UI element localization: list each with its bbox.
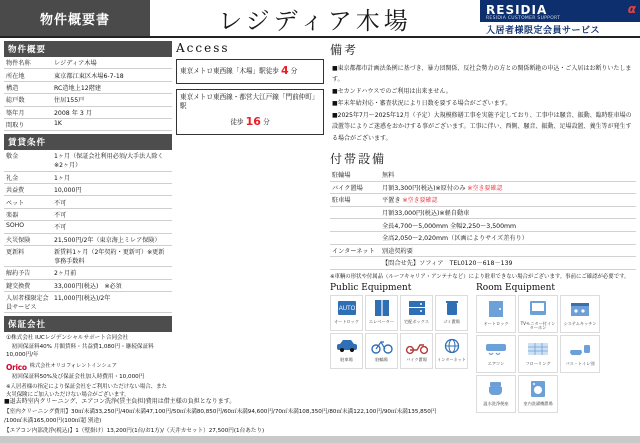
row-value: 別途契約要: [380, 244, 636, 257]
orico-row: [6, 362, 170, 373]
table-row: [4, 184, 172, 196]
guarantee-body: [4, 332, 172, 399]
row-value-text: 無料: [382, 172, 395, 180]
svg-text:AUTO: AUTO: [338, 306, 355, 312]
row-value: 月額33,000円(税込)※軽自動車: [380, 206, 636, 219]
room-equipment-section: [476, 283, 636, 413]
row-key: 礼金: [4, 171, 52, 183]
table-row: [4, 57, 172, 69]
row-key: 駐輪場: [330, 169, 380, 181]
table-row: [330, 244, 636, 257]
row-key: ペット: [4, 196, 52, 208]
row-key: 間取り: [4, 118, 52, 130]
footer-line-4: 【エアコン内部洗浄(税込)】1（壁掛け）13,200円(1台/お1方)/（天井カセット）27,500円(1台あたり): [4, 428, 265, 435]
row-key: 総戸数: [4, 94, 52, 106]
row-key: [330, 257, 380, 270]
facilities-note: ※車輌の形状や付属品（ルーフキャリア・アンテナなど）により駐車できない場合がございます。事前にご確認が必要です。: [330, 273, 630, 280]
motorbike-parking-icon: [401, 334, 432, 358]
equipment-label: バイク置場: [406, 357, 427, 362]
bath-toilet-separate-icon: [561, 336, 599, 362]
row-value: 東京都江東区木場6-7-18: [52, 69, 172, 81]
internet-icon: [436, 334, 467, 358]
trash-room-icon: [436, 296, 467, 320]
guarantee-note: ※入居者様の指定により保証会社をご利用いただけない場合、また火災保険にご加入いただけない場合がございます。: [6, 384, 167, 399]
equipment-label: オートロック: [333, 319, 360, 324]
public-equipment-title: Public Equipment: [330, 283, 412, 293]
brand-service-band: [480, 22, 640, 36]
equipment-label: オートロック: [483, 321, 509, 326]
row-key: SOHO: [4, 221, 52, 233]
table-row: [330, 169, 636, 181]
equipment-label: 宅配ボックス: [403, 319, 430, 324]
row-value: 新賃料1ヶ月（2年契約・更新可）※更新事務手数料: [52, 245, 172, 266]
row-value: レジディア木場: [52, 57, 172, 69]
equipment-label: インターネット: [437, 357, 466, 362]
delivery-box-icon: [401, 296, 432, 320]
row-value: [380, 194, 636, 207]
equipment-item: [476, 335, 516, 373]
row-key: インターネット: [330, 244, 380, 257]
page-header: [0, 0, 640, 36]
floor-heating-icon: [519, 336, 557, 362]
equipment-item: [476, 295, 516, 333]
table-row: [4, 106, 172, 118]
access-1-minutes: 4: [281, 64, 289, 77]
row-value: 10,000円: [52, 184, 172, 196]
access-column: [176, 41, 324, 140]
row-value: 11,000円(税込)/2年: [52, 292, 172, 313]
section-conditions-header: 賃貸条件: [4, 134, 172, 150]
access-2-line2: [180, 114, 320, 131]
row-key: 構造: [4, 81, 52, 93]
facilities-title: 付帯設備: [330, 152, 387, 166]
air-conditioner-icon: [477, 336, 515, 362]
equipment-label: 駐車場: [340, 357, 353, 362]
table-row: [4, 69, 172, 81]
elevator-icon: [366, 296, 397, 320]
row-key: [330, 206, 380, 219]
row-key: 所在地: [4, 69, 52, 81]
equipment-label: 温水洗浄便座: [483, 401, 509, 406]
row-value: 2ヶ月前: [52, 267, 172, 279]
access-2-post: 分: [263, 118, 270, 127]
access-1-post: 分: [290, 67, 298, 75]
orico-company-name: 株式会社オリコフォレントインシュア: [29, 363, 117, 370]
row-value: 全高2,050～2,020mm（区画によりサイズ差有り）: [380, 231, 636, 244]
table-row: [4, 208, 172, 220]
parking-icon: [331, 334, 362, 358]
remark-item: ■東京都都市計画法条例に基づき、暴力団関係、反社会勢力の方との関係断絶の申込・ご入居はお断りいたします。: [332, 65, 632, 84]
tv-intercom-icon: [519, 296, 557, 322]
table-row: [330, 257, 636, 270]
conditions-table: [4, 150, 172, 313]
equipment-label: バス・トイレ別: [565, 361, 595, 366]
equipment-label: 室内洗濯機置場: [523, 401, 553, 406]
footer-line-2: 【室内クリーニング費用】30㎡未満33,250円/40㎡未満47,100円/50㎡未満80,850円/60㎡未満94,600円/70㎡未満108,350円/80㎡未満122,100円/90㎡未満135,850円: [4, 408, 437, 415]
row-value: 33,000円(税込) ※必須: [52, 279, 172, 291]
remarks-title: 備考: [330, 43, 359, 57]
room-equipment-grid: [476, 295, 636, 413]
table-row: [4, 94, 172, 106]
equipment-item: [435, 333, 468, 369]
equipment-item: [365, 295, 398, 331]
table-row: [330, 206, 636, 219]
remarks-column: [330, 41, 636, 148]
brand-logo: RESIDIA: [486, 3, 548, 17]
row-value: 2008 年 3 月: [52, 106, 172, 118]
equipment-label: 駐輪場: [375, 357, 388, 362]
auto-lock-room-icon: [477, 296, 515, 322]
equipment-label: フローリング: [525, 361, 551, 366]
row-key: 築年月: [4, 106, 52, 118]
row-key: 駐車場: [330, 194, 380, 207]
header-divider: [0, 36, 640, 38]
row-value: 1K: [52, 118, 172, 130]
row-key: 楽器: [4, 208, 52, 220]
section-guarantee-header: 保証会社: [4, 316, 172, 332]
row-key: 鍵交換費: [4, 279, 52, 291]
page-title: レジディア木場: [218, 6, 412, 35]
room-equipment-title: Room Equipment: [476, 283, 556, 293]
table-row: [330, 194, 636, 207]
access-2-pre: 東京メトロ東西線・都営大江戸線「門前仲町」駅: [180, 92, 319, 111]
remark-item: ■2025年7月～2025年12月（予定）大規模修繕工事を実施予定しており、工事中は騒音、振動、臨時駐車場の設置等によりご迷惑をおかけする事がございます。工事に伴い、西側、騒音、振動、足場設置、養生等が発生する場合がございます。: [332, 112, 632, 142]
public-equipment-section: [330, 283, 470, 369]
table-row: [4, 171, 172, 183]
header-badge: 物件概要書: [0, 0, 150, 36]
row-key: 共益費: [4, 184, 52, 196]
remarks-list: [330, 60, 636, 148]
table-row: [4, 196, 172, 208]
equipment-item: [330, 295, 363, 331]
brand-block: [480, 0, 640, 36]
table-row: [4, 267, 172, 279]
brand-service-label: 入居者様限定会員サービス: [486, 25, 601, 36]
system-kitchen-icon: [561, 296, 599, 322]
row-value: 【問合せ先】ソフィア TEL0120－618－139: [380, 257, 636, 270]
row-key: [330, 231, 380, 244]
equipment-label: システムキッチン: [563, 321, 597, 326]
public-equipment-grid: [330, 295, 470, 369]
access-2-sub: 徒歩: [230, 118, 244, 127]
row-value: 1ヶ月（保証会社利用必須/大手法人除く※2ヶ月）: [52, 150, 172, 171]
equipment-item: [560, 335, 600, 373]
remark-item: ■セカンドハウスでのご利用は出来ません。: [332, 88, 452, 96]
equipment-item: [560, 295, 600, 333]
row-key: 敷金: [4, 150, 52, 171]
equipment-label: エレベーター: [368, 319, 395, 324]
row-value: [380, 169, 636, 181]
equipment-item: [518, 335, 558, 373]
row-key: バイク置場: [330, 181, 380, 194]
row-value: 不可: [52, 208, 172, 220]
row-key: 物件名称: [4, 57, 52, 69]
table-row: [4, 221, 172, 233]
access-title: Access: [176, 41, 230, 55]
overview-table: [4, 57, 172, 131]
row-value: [380, 181, 636, 194]
table-row: [330, 219, 636, 232]
access-1-pre: 東京メトロ東西線「木場」駅徒歩: [180, 67, 279, 75]
table-row: [330, 231, 636, 244]
row-key: 更新料: [4, 245, 52, 266]
row-value: 21,500円/2年（東京海上ミレア保険）: [52, 233, 172, 245]
row-value: RC造地上12階建: [52, 81, 172, 93]
equipment-item: [400, 333, 433, 369]
access-2-minutes: 16: [245, 115, 261, 129]
access-item-1: [176, 59, 324, 84]
guarantee-line-1: ①株式会社 IUCレジデンシャルサポート合同会社: [6, 335, 129, 342]
remark-item: ■年末年始対応・審査状況により日数を要する場合がございます。: [332, 100, 512, 108]
section-overview-header: 物件概要: [4, 41, 172, 57]
row-key: 入居者様限定会員サービス: [4, 292, 52, 313]
facilities-table: [330, 169, 636, 270]
brand-alpha-icon: α: [627, 2, 636, 16]
equipment-label: ゴミ置場: [443, 319, 460, 324]
table-row: [4, 245, 172, 266]
brand-subtitle: RESIDIA CUSTOMER SUPPORT: [486, 16, 561, 21]
facilities-section: [330, 150, 636, 281]
footer-line-3: /100㎡未満165,000円(100㎡超 別途): [4, 418, 102, 425]
equipment-label: エアコン: [487, 361, 505, 366]
header-title-wrap: [150, 0, 480, 36]
guarantee-orico-line: 初回保証料50%及び保証会社加入時費用・10,000円: [6, 373, 145, 380]
table-row: [4, 292, 172, 313]
table-row: [330, 181, 636, 194]
row-value: 不可: [52, 221, 172, 233]
equipment-item: [365, 333, 398, 369]
row-value: 全長4,700～5,000mm 全幅2,250～3,500mm: [380, 219, 636, 232]
row-value: 1ヶ月: [52, 171, 172, 183]
table-row: [4, 150, 172, 171]
availability-note: ※空き要確認: [467, 184, 503, 192]
left-column: [4, 41, 172, 399]
auto-lock-icon: [331, 296, 362, 320]
table-row: [4, 81, 172, 93]
availability-note: ※空き要確認: [402, 197, 438, 205]
orico-logo: Orico: [6, 362, 27, 372]
row-value-text: 平置き: [382, 197, 401, 205]
equipment-label: TVモニター付インターホン: [520, 321, 556, 331]
row-value-text: 月額3,300円(税込)※原付のみ: [382, 184, 466, 192]
row-value: 住居155戸: [52, 94, 172, 106]
row-key: 解約予告: [4, 267, 52, 279]
footer-bar: [0, 436, 640, 443]
bicycle-parking-icon: [366, 334, 397, 358]
equipment-item: [400, 295, 433, 331]
row-key: 火災保険: [4, 233, 52, 245]
table-row: [4, 118, 172, 130]
row-key: [330, 219, 380, 232]
table-row: [4, 233, 172, 245]
equipment-item: [518, 295, 558, 333]
row-value: 不可: [52, 196, 172, 208]
table-row: [4, 279, 172, 291]
access-item-2: [176, 89, 324, 135]
footer-line-1: ■退去時室内クリーニング、エアコン洗浄(賃主負担)費用は借主様の負担となります。: [4, 398, 236, 405]
guarantee-line-2: 初回保証料40% 月額賃料・共益費1,080円・継続保証料10,000円/年: [6, 343, 154, 359]
equipment-item: [330, 333, 363, 369]
equipment-item: [435, 295, 468, 331]
